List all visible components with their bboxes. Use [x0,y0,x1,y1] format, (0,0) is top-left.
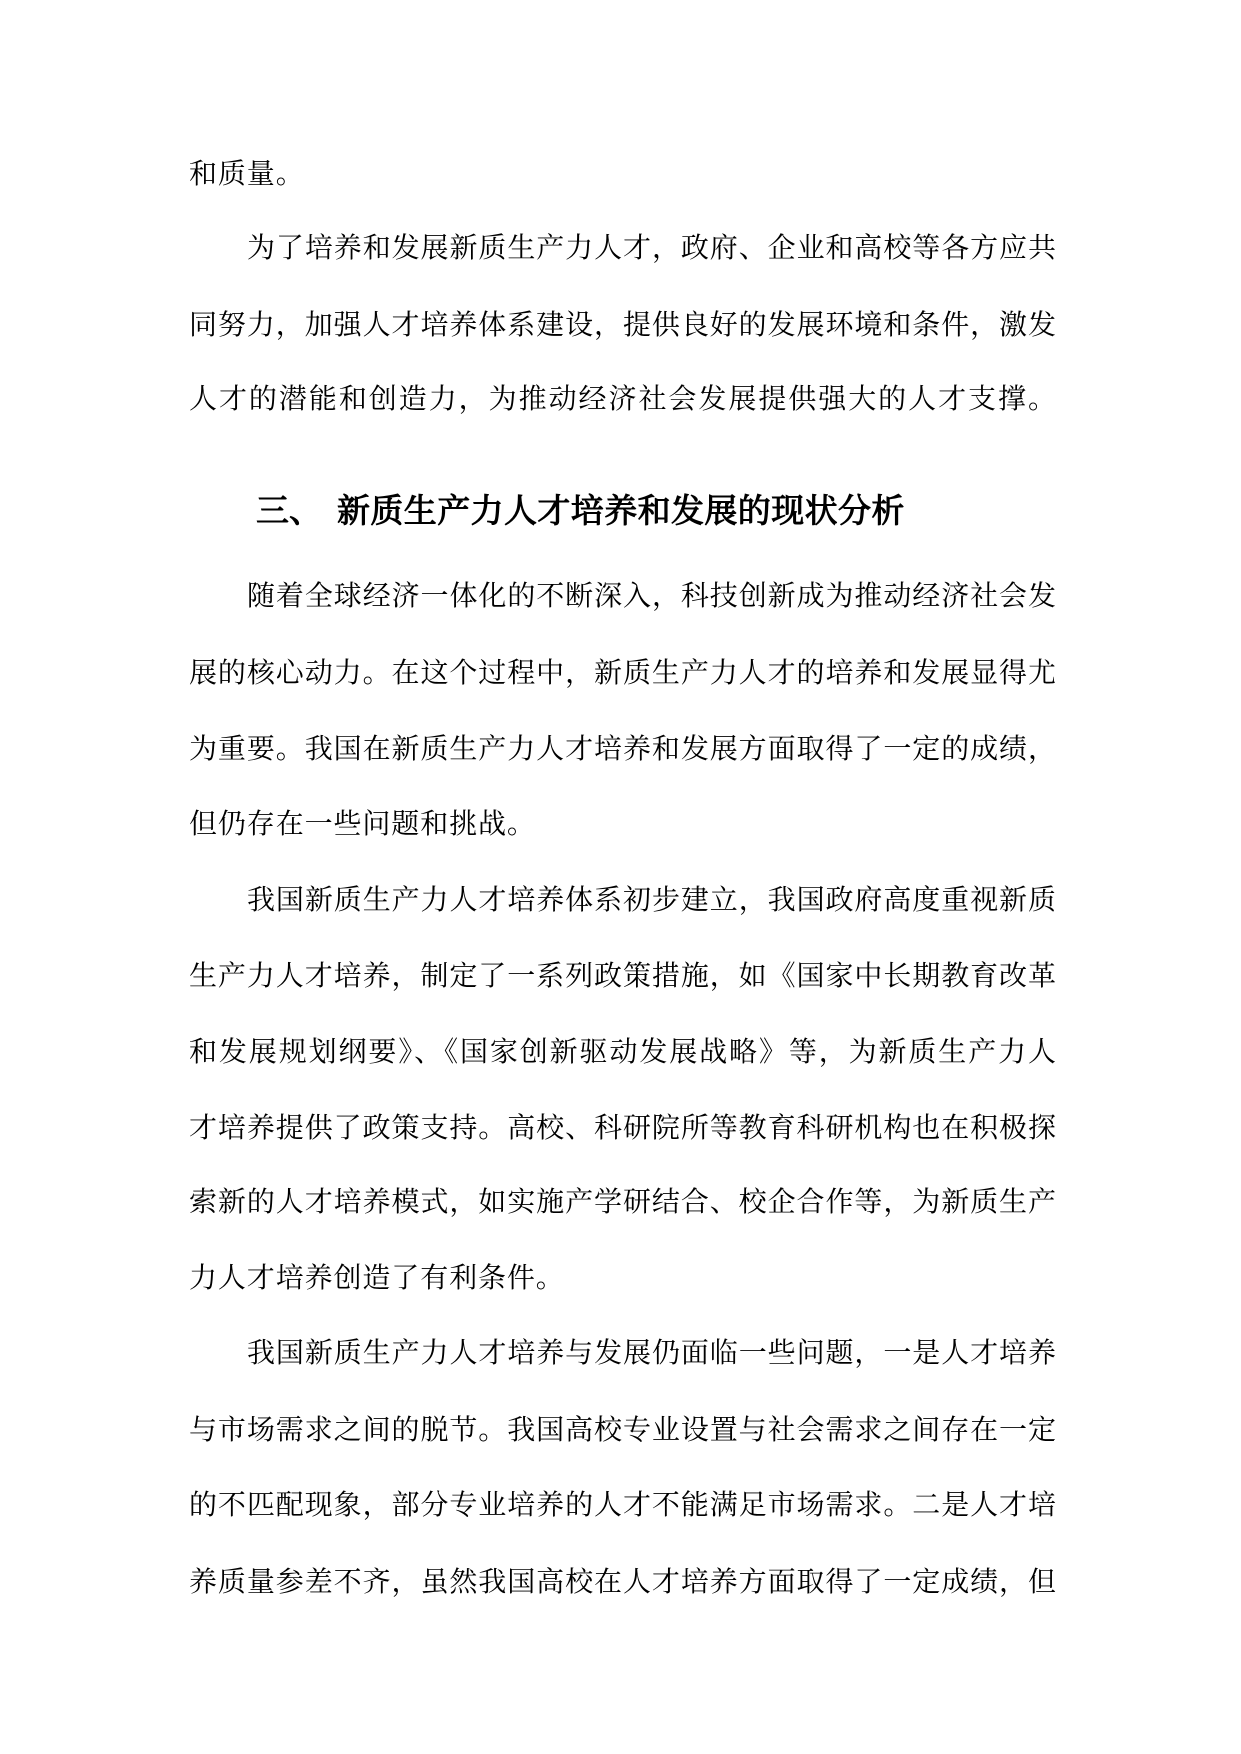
text-line: 生产力人才培养，制定了一系列政策措施，如《国家中长期教育改革 [189,959,1056,992]
text-line: 力人才培养创造了有利条件。 [189,1261,565,1294]
text-line: 和质量。 [189,157,305,190]
text-line: 索新的人才培养模式，如实施产学研结合、校企合作等，为新质生产 [189,1185,1056,1218]
text-line: 我国新质生产力人才培养体系初步建立，我国政府高度重视新质 [247,883,1056,916]
text-line: 人才的潜能和创造力，为推动经济社会发展提供强大的人才支撑。 [189,382,1056,415]
text-line: 和发展规划纲要》、《国家创新驱动发展战略》等，为新质生产力人 [189,1035,1056,1068]
text-line: 为了培养和发展新质生产力人才，政府、企业和高校等各方应共 [247,231,1056,264]
text-line: 随着全球经济一体化的不断深入，科技创新成为推动经济社会发 [247,579,1056,612]
text-line: 才培养提供了政策支持。高校、科研院所等教育科研机构也在积极探 [189,1111,1056,1144]
text-line: 的不匹配现象，部分专业培养的人才不能满足市场需求。二是人才培 [189,1488,1056,1521]
section-title: 新质生产力人才培养和发展的现状分析 [337,491,905,530]
text-line: 与市场需求之间的脱节。我国高校专业设置与社会需求之间存在一定 [189,1413,1056,1446]
text-line: 我国新质生产力人才培养与发展仍面临一些问题，一是人才培养 [247,1336,1056,1369]
text-line: 养质量参差不齐，虽然我国高校在人才培养方面取得了一定成绩，但 [189,1565,1056,1598]
text-line: 展的核心动力。在这个过程中，新质生产力人才的培养和发展显得尤 [189,656,1056,689]
section-number: 三、 [256,491,322,530]
text-line: 为重要。我国在新质生产力人才培养和发展方面取得了一定的成绩， [189,732,1056,765]
text-line: 同努力，加强人才培养体系建设，提供良好的发展环境和条件，激发 [189,308,1056,341]
text-line: 但仍存在一些问题和挑战。 [189,807,536,840]
